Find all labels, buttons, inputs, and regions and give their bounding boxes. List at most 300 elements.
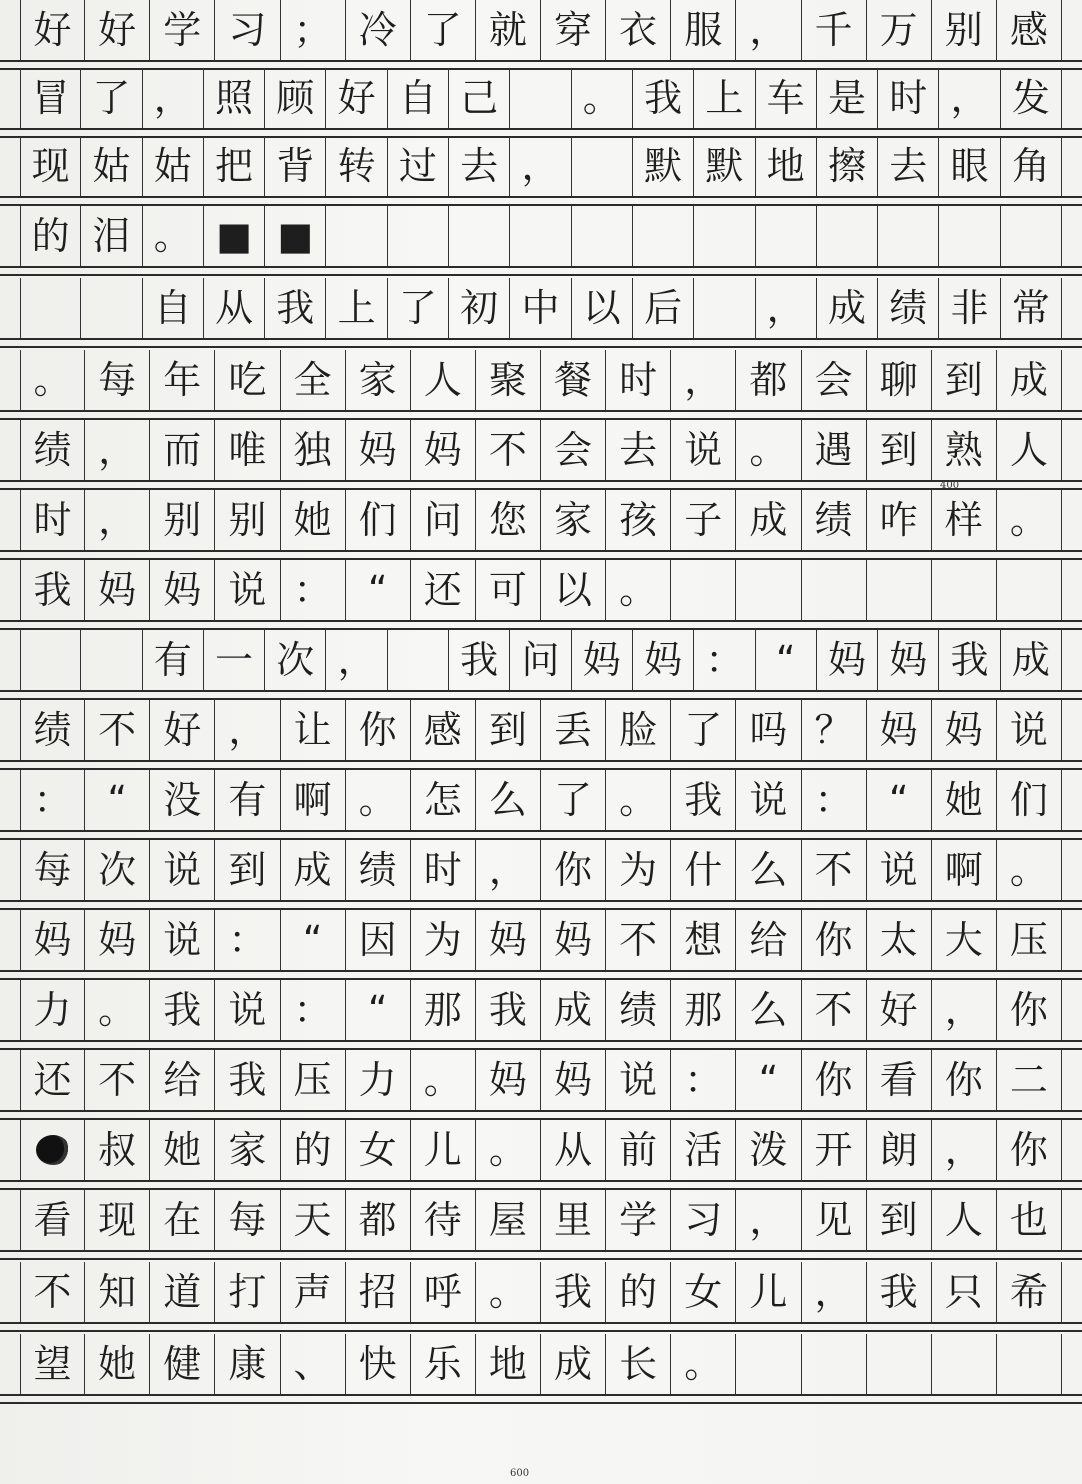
grid-cell: 。 bbox=[476, 1262, 541, 1322]
grid-cell: 我 bbox=[150, 980, 215, 1040]
grid-cell: 自 bbox=[388, 68, 449, 128]
grid-cell: 妈 bbox=[541, 1050, 606, 1110]
grid-cell: 感 bbox=[411, 700, 476, 760]
grid-cell: 次 bbox=[265, 630, 326, 690]
grid-cell: 泼 bbox=[736, 1120, 801, 1180]
grid-cell: ， bbox=[932, 980, 997, 1040]
grid-cell: 。 bbox=[606, 560, 671, 620]
grid-cell: ； bbox=[281, 0, 346, 60]
grid-cell: 餐 bbox=[541, 350, 606, 410]
grid-cell: 默 bbox=[633, 136, 694, 196]
grid-cell: 擦 bbox=[817, 136, 878, 196]
grid-cell: 说 bbox=[671, 420, 736, 480]
grid-cell: 时 bbox=[878, 68, 939, 128]
grid-cell bbox=[388, 630, 449, 690]
grid-cell: 一 bbox=[204, 630, 265, 690]
grid-cell: 。 bbox=[143, 206, 204, 266]
row-rule bbox=[0, 128, 1082, 130]
grid-cell: 说 bbox=[867, 840, 932, 900]
grid-cell: 姑 bbox=[143, 136, 204, 196]
grid-cell: 把 bbox=[204, 136, 265, 196]
grid-cell: 上 bbox=[694, 68, 755, 128]
grid-cell: 还 bbox=[20, 1050, 85, 1110]
grid-cell: 习 bbox=[215, 0, 280, 60]
grid-cell: “ bbox=[756, 630, 817, 690]
grid-cell: 每 bbox=[20, 840, 85, 900]
grid-cell: 不 bbox=[802, 980, 867, 1040]
grid-cell: ， bbox=[756, 278, 817, 338]
grid-cell: 妈 bbox=[20, 910, 85, 970]
grid-cell: 康 bbox=[215, 1334, 280, 1394]
grid-cell bbox=[932, 560, 997, 620]
grid-cell: 我 bbox=[541, 1262, 606, 1322]
grid-cell: 那 bbox=[671, 980, 736, 1040]
grid-cell: 时 bbox=[411, 840, 476, 900]
grid-cell: ： bbox=[281, 560, 346, 620]
grid-cell: ？ bbox=[802, 700, 867, 760]
grid-cell: 了 bbox=[411, 0, 476, 60]
grid-cell: 车 bbox=[756, 68, 817, 128]
grid-cell: 成 bbox=[736, 490, 801, 550]
grid-cell bbox=[572, 136, 633, 196]
grid-cell: 中 bbox=[510, 278, 571, 338]
grid-cell: ， bbox=[671, 350, 736, 410]
grid-cell: 看 bbox=[20, 1190, 85, 1250]
grid-cell: 去 bbox=[606, 420, 671, 480]
grid-cell bbox=[867, 560, 932, 620]
grid-cell: “ bbox=[346, 980, 411, 1040]
grid-cell: 我 bbox=[476, 980, 541, 1040]
grid-cell: 还 bbox=[411, 560, 476, 620]
row-rule bbox=[0, 1330, 1082, 1332]
grid-cell: 说 bbox=[215, 980, 280, 1040]
grid-cell: 穿 bbox=[541, 0, 606, 60]
grid-cell: 我 bbox=[633, 68, 694, 128]
grid-cell: 己 bbox=[449, 68, 510, 128]
grid-cell: 见 bbox=[802, 1190, 867, 1250]
word-count-600: 600 bbox=[510, 1468, 530, 1479]
crossed-out-scribble bbox=[36, 1135, 70, 1165]
grid-cell bbox=[802, 1334, 867, 1394]
grid-cell: 自 bbox=[143, 278, 204, 338]
grid-cell bbox=[817, 206, 878, 266]
grid-cell: 绩 bbox=[878, 278, 939, 338]
text-row bbox=[0, 980, 1082, 1040]
grid-cell: 学 bbox=[150, 0, 215, 60]
grid-cell: 力 bbox=[20, 980, 85, 1040]
grid-cell: 好 bbox=[326, 68, 387, 128]
grid-cell: 你 bbox=[932, 1050, 997, 1110]
word-count-400: 400 bbox=[940, 480, 960, 491]
grid-cell: 压 bbox=[281, 1050, 346, 1110]
grid-cell: 了 bbox=[671, 700, 736, 760]
grid-cell: 次 bbox=[85, 840, 150, 900]
grid-cell: 道 bbox=[150, 1262, 215, 1322]
grid-cell: 快 bbox=[346, 1334, 411, 1394]
grid-cell: 以 bbox=[541, 560, 606, 620]
grid-cell: 在 bbox=[150, 1190, 215, 1250]
grid-cell: 脸 bbox=[606, 700, 671, 760]
grid-cell bbox=[81, 630, 142, 690]
grid-cell: 会 bbox=[541, 420, 606, 480]
grid-cell: 冒 bbox=[20, 68, 81, 128]
row-rule bbox=[0, 196, 1082, 198]
grid-cell: 么 bbox=[736, 840, 801, 900]
grid-cell: 时 bbox=[606, 350, 671, 410]
grid-cell: 家 bbox=[541, 490, 606, 550]
grid-cell: 地 bbox=[756, 136, 817, 196]
row-rule bbox=[0, 1110, 1082, 1112]
grid-cell: ， bbox=[85, 490, 150, 550]
grid-cell: 说 bbox=[215, 560, 280, 620]
grid-cell: 绩 bbox=[606, 980, 671, 1040]
grid-cell bbox=[802, 560, 867, 620]
row-rule bbox=[0, 266, 1082, 268]
grid-cell: 屋 bbox=[476, 1190, 541, 1250]
grid-cell: ： bbox=[281, 980, 346, 1040]
grid-cell: 叔 bbox=[85, 1120, 150, 1180]
grid-cell: 朗 bbox=[867, 1120, 932, 1180]
grid-cell: 因 bbox=[346, 910, 411, 970]
grid-cell: 衣 bbox=[606, 0, 671, 60]
grid-cell: 都 bbox=[346, 1190, 411, 1250]
row-rule bbox=[0, 760, 1082, 762]
grid-cell: 不 bbox=[85, 700, 150, 760]
grid-cell: 妈 bbox=[633, 630, 694, 690]
grid-cell: 好 bbox=[20, 0, 85, 60]
grid-cell: 。 bbox=[997, 840, 1062, 900]
grid-cell: 家 bbox=[346, 350, 411, 410]
text-row bbox=[0, 630, 1082, 690]
grid-cell: 给 bbox=[150, 1050, 215, 1110]
grid-cell: 从 bbox=[204, 278, 265, 338]
grid-cell: 前 bbox=[606, 1120, 671, 1180]
grid-cell: 妈 bbox=[85, 560, 150, 620]
grid-cell: 背 bbox=[265, 136, 326, 196]
grid-cell: 了 bbox=[81, 68, 142, 128]
grid-cell: 顾 bbox=[265, 68, 326, 128]
grid-cell: 没 bbox=[150, 770, 215, 830]
grid-cell: ： bbox=[215, 910, 280, 970]
row-rule bbox=[0, 480, 1082, 482]
grid-cell: 里 bbox=[541, 1190, 606, 1250]
grid-cell: 你 bbox=[346, 700, 411, 760]
grid-cell: 成 bbox=[541, 980, 606, 1040]
grid-cell bbox=[1001, 206, 1062, 266]
grid-cell: ： bbox=[694, 630, 755, 690]
text-row bbox=[0, 1050, 1082, 1110]
grid-cell: 样 bbox=[932, 490, 997, 550]
grid-cell: 她 bbox=[281, 490, 346, 550]
grid-cell: 别 bbox=[150, 490, 215, 550]
grid-cell: 我 bbox=[449, 630, 510, 690]
grid-cell: 打 bbox=[215, 1262, 280, 1322]
text-row bbox=[0, 350, 1082, 410]
text-row bbox=[0, 0, 1082, 60]
grid-cell: 女 bbox=[346, 1120, 411, 1180]
grid-cell: 么 bbox=[476, 770, 541, 830]
grid-cell: 不 bbox=[20, 1262, 85, 1322]
grid-cell bbox=[997, 560, 1062, 620]
text-row bbox=[0, 840, 1082, 900]
grid-cell: 熟 bbox=[932, 420, 997, 480]
grid-cell: 冷 bbox=[346, 0, 411, 60]
row-rule bbox=[0, 410, 1082, 412]
grid-cell: 唯 bbox=[215, 420, 280, 480]
grid-cell: 到 bbox=[867, 420, 932, 480]
grid-cell: 天 bbox=[281, 1190, 346, 1250]
grid-cell: 现 bbox=[20, 136, 81, 196]
grid-cell: 。 bbox=[476, 1120, 541, 1180]
grid-cell: 遇 bbox=[802, 420, 867, 480]
grid-cell: 。 bbox=[572, 68, 633, 128]
grid-cell: 咋 bbox=[867, 490, 932, 550]
grid-cell: 儿 bbox=[411, 1120, 476, 1180]
grid-cell bbox=[694, 206, 755, 266]
grid-cell: 家 bbox=[215, 1120, 280, 1180]
text-row bbox=[0, 910, 1082, 970]
grid-cell: 。 bbox=[671, 1334, 736, 1394]
grid-cell: 活 bbox=[671, 1120, 736, 1180]
row-rule bbox=[0, 690, 1082, 692]
grid-cell: 有 bbox=[143, 630, 204, 690]
grid-cell: ， bbox=[85, 420, 150, 480]
grid-cell bbox=[326, 206, 387, 266]
grid-cell: 她 bbox=[932, 770, 997, 830]
grid-cell: 上 bbox=[326, 278, 387, 338]
grid-cell: 人 bbox=[932, 1190, 997, 1250]
grid-cell: 独 bbox=[281, 420, 346, 480]
grid-cell: 乐 bbox=[411, 1334, 476, 1394]
grid-cell: 角 bbox=[1001, 136, 1062, 196]
grid-cell: 去 bbox=[449, 136, 510, 196]
grid-cell: 希 bbox=[997, 1262, 1062, 1322]
grid-cell: 后 bbox=[633, 278, 694, 338]
grid-cell: 怎 bbox=[411, 770, 476, 830]
grid-cell: 为 bbox=[606, 840, 671, 900]
text-row bbox=[0, 770, 1082, 830]
row-rule bbox=[0, 60, 1082, 62]
grid-cell: 开 bbox=[802, 1120, 867, 1180]
grid-cell: 妈 bbox=[476, 1050, 541, 1110]
grid-cell bbox=[736, 1334, 801, 1394]
grid-cell: 说 bbox=[736, 770, 801, 830]
grid-cell bbox=[939, 206, 1000, 266]
grid-cell: 绩 bbox=[20, 420, 85, 480]
grid-cell: 看 bbox=[867, 1050, 932, 1110]
grid-cell bbox=[671, 560, 736, 620]
grid-cell: 。 bbox=[20, 350, 85, 410]
grid-cell: 妈 bbox=[878, 630, 939, 690]
grid-cell: 。 bbox=[346, 770, 411, 830]
grid-cell: 妈 bbox=[85, 910, 150, 970]
text-row bbox=[0, 1190, 1082, 1250]
grid-cell: 初 bbox=[449, 278, 510, 338]
grid-cell: 吗 bbox=[736, 700, 801, 760]
grid-cell: 地 bbox=[476, 1334, 541, 1394]
grid-cell bbox=[694, 278, 755, 338]
grid-cell: 你 bbox=[802, 1050, 867, 1110]
row-rule bbox=[0, 1402, 1082, 1404]
grid-cell: ， bbox=[932, 1120, 997, 1180]
grid-cell: 妈 bbox=[817, 630, 878, 690]
grid-cell: 说 bbox=[150, 910, 215, 970]
grid-cell: 给 bbox=[736, 910, 801, 970]
row-rule bbox=[0, 1180, 1082, 1182]
grid-cell: 望 bbox=[20, 1334, 85, 1394]
grid-cell bbox=[20, 1120, 85, 1180]
grid-cell: 都 bbox=[736, 350, 801, 410]
grid-cell: 啊 bbox=[932, 840, 997, 900]
grid-cell: 绩 bbox=[802, 490, 867, 550]
text-row bbox=[0, 278, 1082, 338]
grid-cell: ， bbox=[326, 630, 387, 690]
grid-cell: 妈 bbox=[411, 420, 476, 480]
grid-cell: 聚 bbox=[476, 350, 541, 410]
grid-cell: 你 bbox=[997, 980, 1062, 1040]
grid-cell: 她 bbox=[85, 1334, 150, 1394]
grid-cell: 现 bbox=[85, 1190, 150, 1250]
grid-cell: 么 bbox=[736, 980, 801, 1040]
grid-cell: 想 bbox=[671, 910, 736, 970]
grid-cell: 好 bbox=[85, 0, 150, 60]
grid-cell: 而 bbox=[150, 420, 215, 480]
grid-cell: 感 bbox=[997, 0, 1062, 60]
grid-cell: 你 bbox=[541, 840, 606, 900]
grid-cell: 孩 bbox=[606, 490, 671, 550]
grid-cell: 了 bbox=[388, 278, 449, 338]
grid-cell: 妈 bbox=[150, 560, 215, 620]
grid-cell: 去 bbox=[878, 136, 939, 196]
grid-cell: 们 bbox=[346, 490, 411, 550]
grid-cell: “ bbox=[867, 770, 932, 830]
grid-cell bbox=[867, 1334, 932, 1394]
grid-cell: 只 bbox=[932, 1262, 997, 1322]
grid-cell: 成 bbox=[997, 350, 1062, 410]
grid-cell: “ bbox=[736, 1050, 801, 1110]
grid-cell: 问 bbox=[411, 490, 476, 550]
grid-cell bbox=[572, 206, 633, 266]
grid-cell: 你 bbox=[997, 1120, 1062, 1180]
grid-cell: 的 bbox=[606, 1262, 671, 1322]
grid-cell: 妈 bbox=[572, 630, 633, 690]
grid-cell: 常 bbox=[1001, 278, 1062, 338]
grid-cell: 的 bbox=[281, 1120, 346, 1180]
grid-cell: 不 bbox=[85, 1050, 150, 1110]
grid-cell: ， bbox=[939, 68, 1000, 128]
grid-cell: ： bbox=[20, 770, 85, 830]
row-rule bbox=[0, 620, 1082, 622]
grid-cell: 成 bbox=[1001, 630, 1062, 690]
grid-cell: 以 bbox=[572, 278, 633, 338]
grid-cell: 让 bbox=[281, 700, 346, 760]
grid-cell: 、 bbox=[281, 1334, 346, 1394]
row-rule bbox=[0, 830, 1082, 832]
text-row bbox=[0, 136, 1082, 196]
grid-cell: 。 bbox=[85, 980, 150, 1040]
grid-cell: “ bbox=[85, 770, 150, 830]
grid-cell: 。 bbox=[411, 1050, 476, 1110]
grid-cell: 有 bbox=[215, 770, 280, 830]
grid-cell: 不 bbox=[476, 420, 541, 480]
grid-cell: ， bbox=[143, 68, 204, 128]
grid-cell: 。 bbox=[606, 770, 671, 830]
grid-cell: 长 bbox=[606, 1334, 671, 1394]
grid-cell: 别 bbox=[932, 0, 997, 60]
grid-cell: “ bbox=[346, 560, 411, 620]
grid-cell: 待 bbox=[411, 1190, 476, 1250]
grid-cell: 照 bbox=[204, 68, 265, 128]
grid-cell: 知 bbox=[85, 1262, 150, 1322]
grid-cell: 会 bbox=[802, 350, 867, 410]
grid-cell: 的 bbox=[20, 206, 81, 266]
row-rule bbox=[0, 550, 1082, 552]
grid-cell: 妈 bbox=[932, 700, 997, 760]
grid-cell: 从 bbox=[541, 1120, 606, 1180]
grid-cell: 默 bbox=[694, 136, 755, 196]
grid-cell: 好 bbox=[867, 980, 932, 1040]
text-row bbox=[0, 68, 1082, 128]
grid-cell: 可 bbox=[476, 560, 541, 620]
row-rule bbox=[0, 274, 1082, 276]
grid-cell: 聊 bbox=[867, 350, 932, 410]
grid-cell bbox=[510, 68, 571, 128]
grid-cell: 说 bbox=[606, 1050, 671, 1110]
grid-cell: 问 bbox=[510, 630, 571, 690]
grid-cell: 儿 bbox=[736, 1262, 801, 1322]
grid-cell: 不 bbox=[802, 840, 867, 900]
text-row bbox=[0, 560, 1082, 620]
text-row bbox=[0, 700, 1082, 760]
grid-cell: 眼 bbox=[939, 136, 1000, 196]
grid-cell: 丢 bbox=[541, 700, 606, 760]
row-rule bbox=[0, 900, 1082, 902]
grid-cell: 绩 bbox=[346, 840, 411, 900]
grid-cell: ， bbox=[215, 700, 280, 760]
grid-cell: ， bbox=[802, 1262, 867, 1322]
grid-cell: 妈 bbox=[867, 700, 932, 760]
text-row bbox=[0, 1120, 1082, 1180]
grid-cell: 太 bbox=[867, 910, 932, 970]
grid-cell: 到 bbox=[932, 350, 997, 410]
grid-cell: 我 bbox=[215, 1050, 280, 1110]
row-rule bbox=[0, 1258, 1082, 1260]
grid-cell: 。 bbox=[736, 420, 801, 480]
grid-cell: 每 bbox=[85, 350, 150, 410]
grid-cell: ： bbox=[802, 770, 867, 830]
grid-cell bbox=[932, 1334, 997, 1394]
row-rule bbox=[0, 970, 1082, 972]
grid-cell: 过 bbox=[388, 136, 449, 196]
grid-cell: 不 bbox=[606, 910, 671, 970]
text-row bbox=[0, 1262, 1082, 1322]
grid-cell: 千 bbox=[802, 0, 867, 60]
grid-cell: 我 bbox=[671, 770, 736, 830]
grid-cell: 她 bbox=[150, 1120, 215, 1180]
grid-cell: 成 bbox=[541, 1334, 606, 1394]
grid-cell: 吃 bbox=[215, 350, 280, 410]
grid-cell bbox=[878, 206, 939, 266]
grid-cell: 什 bbox=[671, 840, 736, 900]
grid-cell: 每 bbox=[215, 1190, 280, 1250]
grid-cell: 习 bbox=[671, 1190, 736, 1250]
grid-cell bbox=[756, 206, 817, 266]
grid-cell: 就 bbox=[476, 0, 541, 60]
grid-cell: 到 bbox=[476, 700, 541, 760]
grid-cell: 。 bbox=[997, 490, 1062, 550]
row-rule bbox=[0, 338, 1082, 340]
grid-cell: 那 bbox=[411, 980, 476, 1040]
